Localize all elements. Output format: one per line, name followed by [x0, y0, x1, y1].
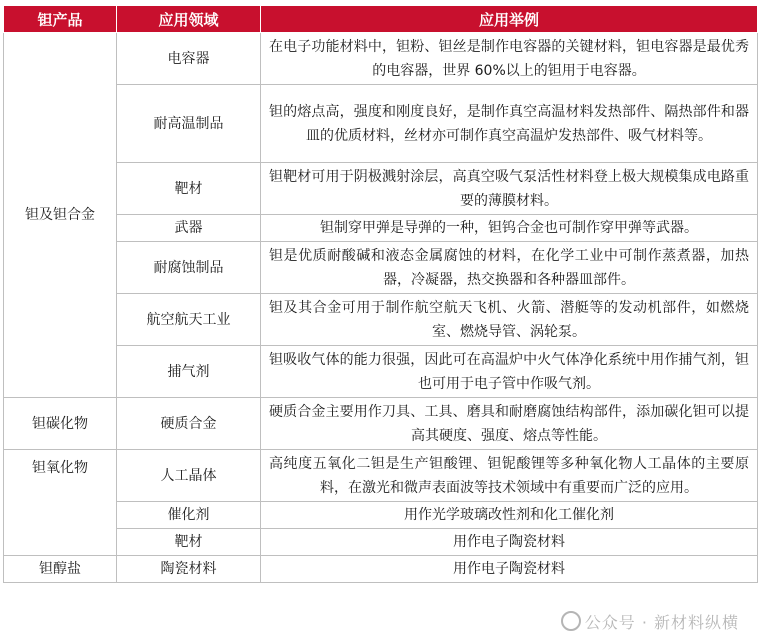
header-product: 钽产品	[4, 6, 117, 33]
product-cell: 钽碳化物	[4, 398, 117, 450]
field-cell: 电容器	[117, 33, 261, 85]
table-header-row	[4, 6, 758, 33]
header-field: 应用领域	[117, 6, 261, 33]
example-cell: 在电子功能材料中，钽粉、钽丝是制作电容器的关键材料，钽电容器是最优秀的电容器，世界 60%以上的钽用于电容器。	[261, 33, 758, 85]
table-row	[4, 242, 758, 294]
product-cell: 钽及钽合金	[4, 33, 117, 398]
table-row	[4, 294, 758, 346]
product-cell: 钽氧化物	[4, 450, 117, 556]
table-row	[4, 215, 758, 242]
example-cell: 高纯度五氧化二钽是生产钽酸锂、钽铌酸锂等多种氧化物人工晶体的主要原料，在激光和微声表面波等技术领域中有重要而广泛的应用。	[261, 450, 758, 502]
field-cell: 耐腐蚀制品	[117, 242, 261, 294]
field-cell: 靶材	[117, 529, 261, 556]
field-cell: 催化剂	[117, 502, 261, 529]
field-cell: 陶瓷材料	[117, 556, 261, 583]
example-cell: 钽的熔点高，强度和刚度良好，是制作真空高温材料发热部件、隔热部件和器皿的优质材料，丝材亦可制作真空高温炉发热部件、吸气材料等。	[261, 85, 758, 163]
table-row	[4, 450, 758, 502]
example-cell: 硬质合金主要用作刀具、工具、磨具和耐磨腐蚀结构部件，添加碳化钽可以提高其硬度、强度、熔点等性能。	[261, 398, 758, 450]
watermark-text: 公众号 · 新材料纵横	[584, 613, 739, 632]
field-cell: 靶材	[117, 163, 261, 215]
example-cell: 钽是优质耐酸碱和液态金属腐蚀的材料，在化学工业中可制作蒸煮器，加热器，冷凝器，热交换器和各种器皿部件。	[261, 242, 758, 294]
example-cell: 钽靶材可用于阴极溅射涂层，高真空吸气泵活性材料登上极大规模集成电路重要的薄膜材料。	[261, 163, 758, 215]
table-row	[4, 502, 758, 529]
example-cell: 用作电子陶瓷材料	[261, 556, 758, 583]
example-cell: 用作电子陶瓷材料	[261, 529, 758, 556]
field-cell: 耐高温制品	[117, 85, 261, 163]
product-cell: 钽醇盐	[4, 556, 117, 583]
example-cell: 用作光学玻璃改性剂和化工催化剂	[261, 502, 758, 529]
table-row	[4, 33, 758, 85]
field-cell: 硬质合金	[117, 398, 261, 450]
field-cell: 人工晶体	[117, 450, 261, 502]
tantalum-applications-table	[3, 5, 758, 583]
table-row	[4, 346, 758, 398]
example-cell: 钽制穿甲弹是导弹的一种，钽钨合金也可制作穿甲弹等武器。	[261, 215, 758, 242]
watermark	[561, 610, 739, 633]
example-cell: 钽及其合金可用于制作航空航天飞机、火箭、潜艇等的发动机部件，如燃烧室、燃烧导管、涡轮泵。	[261, 294, 758, 346]
table-row	[4, 398, 758, 450]
field-cell: 航空航天工业	[117, 294, 261, 346]
table-row	[4, 556, 758, 583]
header-example: 应用举例	[261, 6, 758, 33]
table-row	[4, 85, 758, 163]
field-cell: 捕气剂	[117, 346, 261, 398]
example-cell: 钽吸收气体的能力很强，因此可在高温炉中火气体净化系统中用作捕气剂，钽也可用于电子管中作吸气剂。	[261, 346, 758, 398]
wechat-icon	[561, 611, 581, 631]
table-row	[4, 163, 758, 215]
table-row	[4, 529, 758, 556]
field-cell: 武器	[117, 215, 261, 242]
